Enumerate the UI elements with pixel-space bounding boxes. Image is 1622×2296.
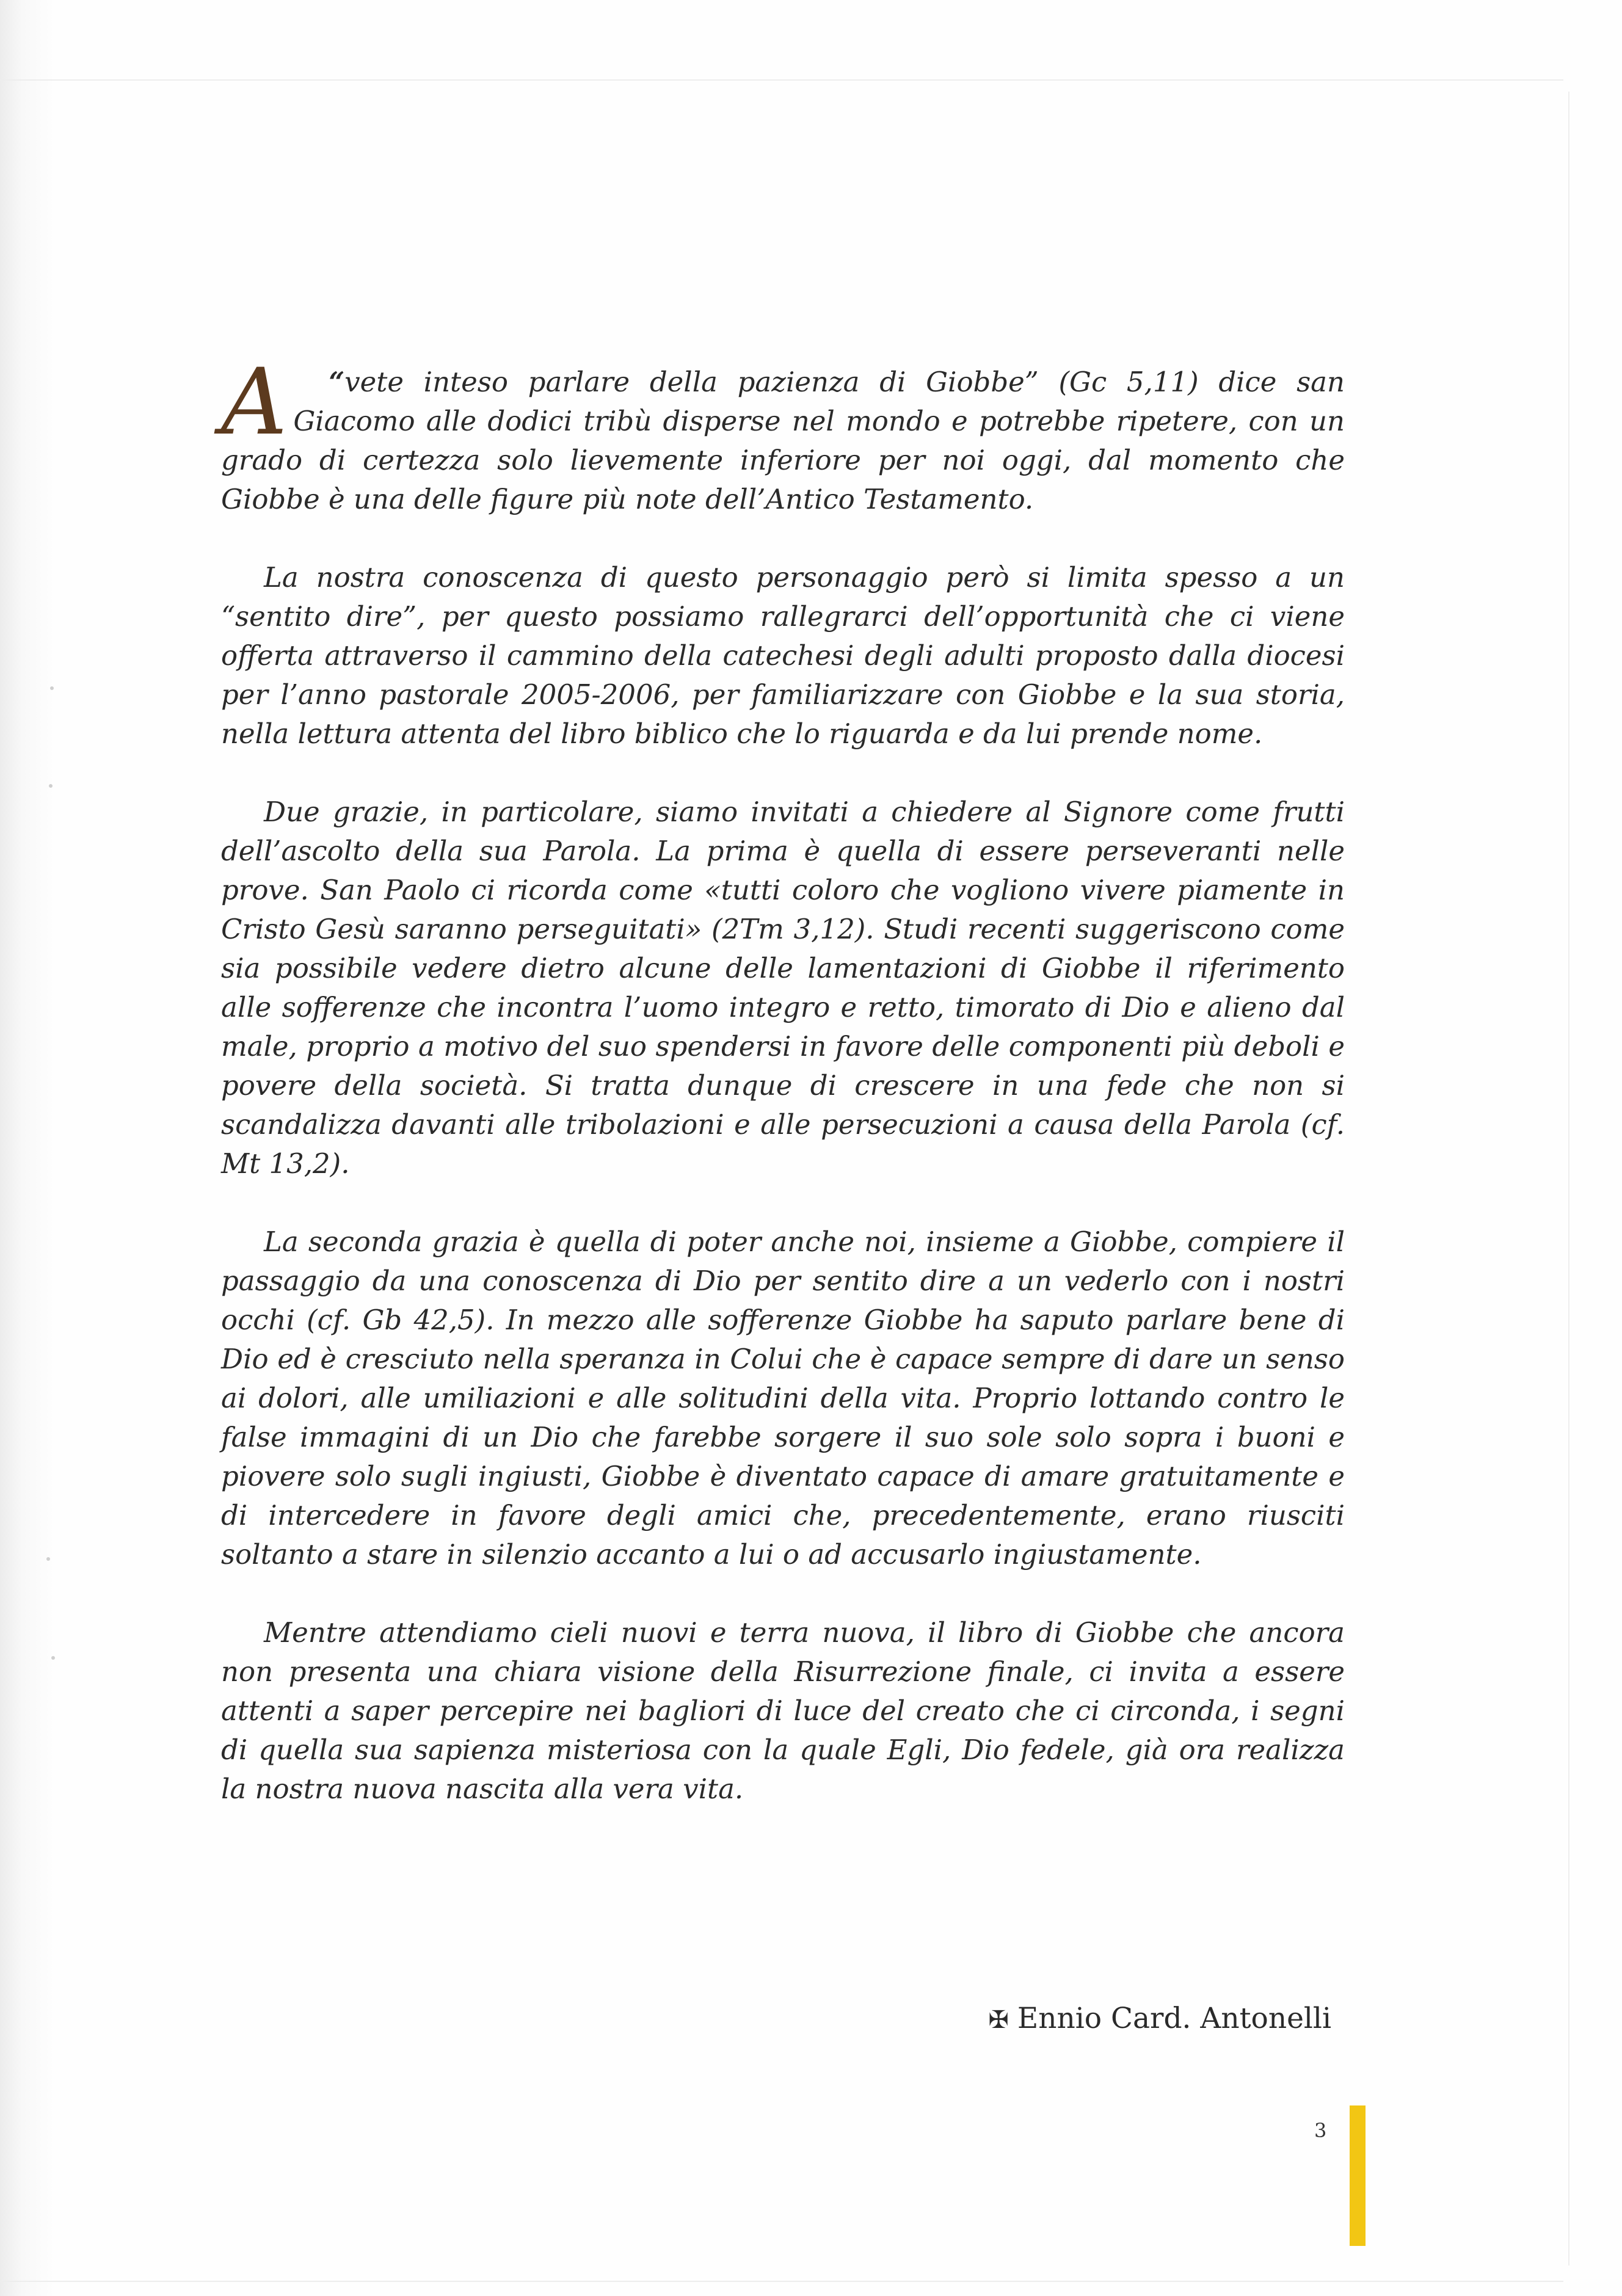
page-accent-bar bbox=[1350, 2105, 1366, 2246]
body-text bbox=[221, 349, 1345, 1809]
signature bbox=[988, 2000, 1331, 2038]
binding-shadow bbox=[0, 0, 55, 2296]
opening-quote-mark: “ bbox=[329, 366, 345, 398]
paper-speck bbox=[50, 686, 54, 690]
paper-speck bbox=[51, 1656, 55, 1660]
opening-paragraph bbox=[221, 349, 1345, 519]
paper-speck bbox=[46, 1557, 50, 1561]
drop-cap: A bbox=[221, 349, 288, 456]
paragraph-1: La nostra conoscenza di questo personaggio però si limita spesso a un “sentito dire”, per questo possiamo rallegrarci dell’opportunità che ci viene offerta attraverso il cammino della catechesi degli adulti proposto dalla diocesi per l’anno pastorale 2005-2006, per familiarizzare con Giobbe e la sua storia, nella lettura attenta del libro biblico che lo riguarda e da lui prende nome. bbox=[221, 561, 1345, 750]
signature-name: Ennio Card. Antonelli bbox=[1017, 2002, 1331, 2035]
paper-bottom-edge bbox=[0, 2281, 1563, 2282]
paragraph-4: Mentre attendiamo cieli nuovi e terra nuova, il libro di Giobbe che ancora non presenta una chiara visione della Risurrezione finale, ci invita a essere attenti a saper percepire nei bagliori di luce del creato che ci circonda, i segni di quella sua sapienza misteriosa con la quale Egli, Dio fedele, già ora realizza la nostra nuova nascita alla vera vita. bbox=[221, 1616, 1345, 1805]
paragraph-3: La seconda grazia è quella di poter anche noi, insieme a Giobbe, compiere il passaggio da una conoscenza di Dio per sentito dire a un vederlo con i nostri occhi (cf. Gb 42,5). In mezzo alle sofferenze Giobbe ha saputo parlare bene di Dio ed è cresciuto nella speranza in Colui che è capace sempre di dare un senso ai dolori, alle umiliazioni e alle solitudini della vita. Proprio lottando contro le false immagini di un Dio che farebbe sorgere il suo sole solo sopra i buoni e piovere solo sugli ingiusti, Giobbe è diventato capace di amare gratuitamente e di intercedere in favore degli amici che, precedentemente, erano riusciti soltanto a stare in silenzio accanto a lui o ad accusarlo ingiustamente. bbox=[221, 1226, 1345, 1571]
opening-text: vete inteso parlare della pazienza di Giobbe” (Gc 5,11) dice san Giacomo alle dodici tribù disperse nel mondo e potrebbe ripetere, con un grado di certezza solo lievemente inferiore per noi oggi, dal momento che Giobbe è una delle figure più note dell’Antico Testamento. bbox=[221, 366, 1345, 515]
paper-top-edge bbox=[0, 79, 1563, 81]
paragraph-2: Due grazie, in particolare, siamo invitati a chiedere al Signore come frutti dell’ascolto della sua Parola. La prima è quella di essere perseveranti nelle prove. San Paolo ci ricorda come «tutti coloro che vogliono vivere piamente in Cristo Gesù saranno perseguitati» (2Tm 3,12). Studi recenti suggeriscono come sia possibile vedere dietro alcune delle lamentazioni di Giobbe il riferimento alle sofferenze che incontra l’uomo integro e retto, timorato di Dio e alieno dal male, proprio a motivo del suo spendersi in favore delle componenti più deboli e povere della società. Si tratta dunque di crescere in una fede che non si scandalizza davanti alle tribolazioni e alle persecuzioni a causa della Parola (cf. Mt 13,2). bbox=[221, 796, 1345, 1180]
cross-icon: ✠ bbox=[988, 2006, 1009, 2034]
page-number: 3 bbox=[1314, 2119, 1327, 2142]
paper-speck bbox=[49, 784, 53, 788]
paper-right-edge bbox=[1568, 92, 1569, 2265]
